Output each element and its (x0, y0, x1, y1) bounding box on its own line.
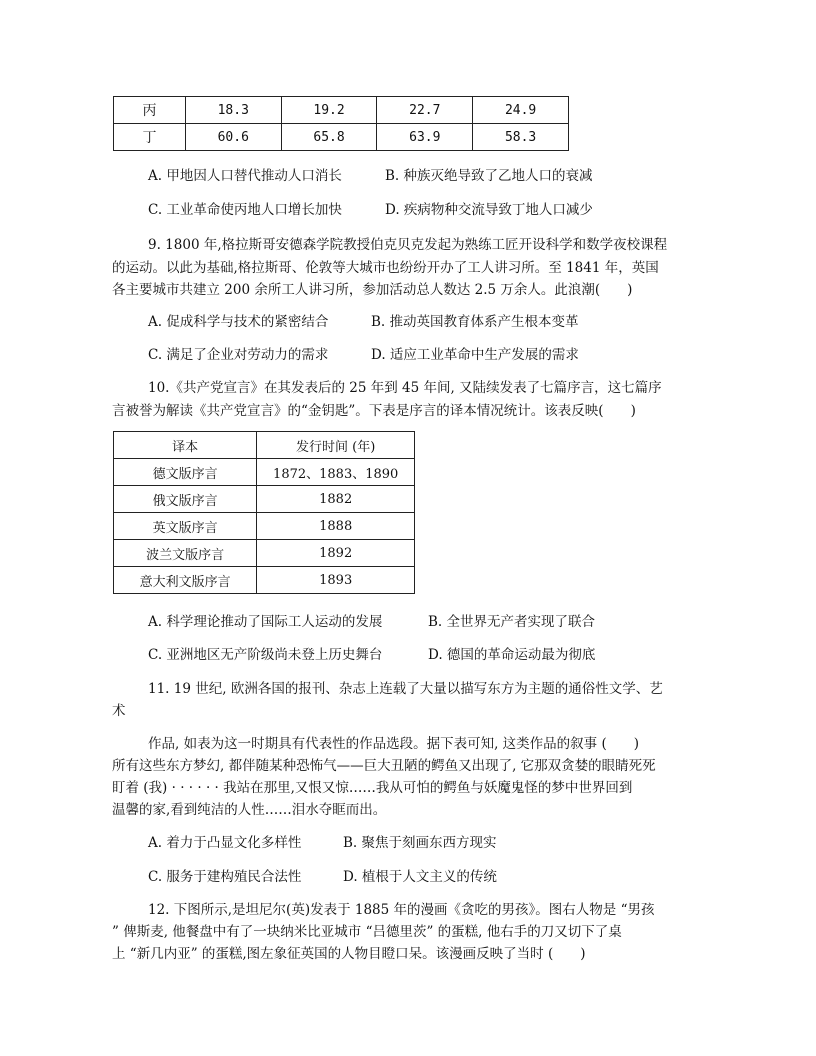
q8-option-b[interactable]: B. 种族灭绝导致了乙地人口的衰减 (385, 168, 593, 184)
table-header-row (114, 432, 415, 459)
column-header: 译本 (114, 432, 257, 459)
table-row (114, 124, 569, 151)
table-cell: 1892 (257, 540, 415, 567)
table-cell: 1893 (257, 567, 415, 594)
q8-option-a[interactable]: A. 甲地因人口替代推动人口消长 (148, 168, 342, 184)
q9-option-c[interactable]: C. 满足了企业对劳动力的需求 (148, 347, 329, 363)
table-cell: 意大利文版序言 (114, 567, 257, 594)
q11-stem-line: 11. 19 世纪, 欧洲各国的报刊、杂志上连载了大量以描写东方为主题的通俗性文学、艺 (148, 681, 663, 697)
table-cell: 1872、1883、1890 (257, 459, 415, 486)
table-cell: 俄文版序言 (114, 486, 257, 513)
q10-option-b[interactable]: B. 全世界无产者实现了联合 (428, 614, 596, 630)
table-cell: 22.7 (377, 97, 473, 124)
table-row (114, 540, 415, 567)
table-row (114, 513, 415, 540)
q11-option-c[interactable]: C. 服务于建构殖民合法性 (148, 869, 302, 885)
q11-passage-line: 温馨的家,看到纯洁的人性……泪水夺眶而出。 (112, 802, 387, 818)
q11-option-b[interactable]: B. 聚焦于刻画东西方现实 (343, 835, 497, 851)
q10-stem-line: 言被誉为解读《共产党宣言》的“金钥匙”。下表是序言的译本情况统计。该表反映( ) (112, 403, 636, 419)
q10-option-a[interactable]: A. 科学理论推动了国际工人运动的发展 (148, 614, 383, 630)
table-row (114, 97, 569, 124)
table-cell: 波兰文版序言 (114, 540, 257, 567)
preface-table (113, 431, 415, 594)
population-table (113, 96, 569, 151)
table-cell: 19.2 (281, 97, 377, 124)
q9-stem-line: 的运动。以此为基础,格拉斯哥、伦敦等大城市也纷纷开办了工人讲习所。至 1841 年，英国 (112, 260, 659, 276)
table-cell: 18.3 (185, 97, 281, 124)
table-cell: 1888 (257, 513, 415, 540)
table-cell: 德文版序言 (114, 459, 257, 486)
q9-stem-line: 各主要城市共建立 200 余所工人讲习所，参加活动总人数达 2.5 万余人。此浪潮( ) (112, 282, 633, 298)
q8-option-c[interactable]: C. 工业革命使丙地人口增长加快 (148, 202, 342, 218)
table-row (114, 486, 415, 513)
q8-option-d[interactable]: D. 疾病物种交流导致丁地人口减少 (385, 202, 593, 218)
table-cell: 英文版序言 (114, 513, 257, 540)
q11-option-d[interactable]: D. 植根于人文主义的传统 (343, 869, 497, 885)
table-cell: 58.3 (473, 124, 569, 151)
table-cell: 1882 (257, 486, 415, 513)
column-header: 发行时间 (年) (257, 432, 415, 459)
table-row (114, 459, 415, 486)
q9-option-d[interactable]: D. 适应工业革命中生产发展的需求 (371, 347, 579, 363)
q11-stem-line: 作品, 如表为这一时期具有代表性的作品选段。据下表可知, 这类作品的叙事 ( ) (148, 736, 639, 752)
q12-stem-line: ” 俾斯麦, 他餐盘中有了一块纳米比亚城市 “吕德里茨” 的蛋糕, 他右手的刀又切下了桌 (112, 924, 622, 940)
q11-option-a[interactable]: A. 着力于凸显文化多样性 (148, 835, 302, 851)
table-cell: 63.9 (377, 124, 473, 151)
table-cell: 65.8 (281, 124, 377, 151)
q11-stem-line: 术 (112, 703, 126, 719)
q12-stem-line: 上 “新几内亚” 的蛋糕,图左象征英国的人物目瞪口呆。该漫画反映了当时 ( ) (112, 946, 586, 962)
row-label: 丙 (114, 97, 186, 124)
q9-option-a[interactable]: A. 促成科学与技术的紧密结合 (148, 314, 329, 330)
q10-stem-line: 10.《共产党宣言》在其发表后的 25 年到 45 年间, 又陆续发表了七篇序言，这七篇序 (148, 380, 662, 396)
q9-option-b[interactable]: B. 推动英国教育体系产生根本变革 (371, 314, 579, 330)
q10-option-c[interactable]: C. 亚洲地区无产阶级尚未登上历史舞台 (148, 647, 383, 663)
row-label: 丁 (114, 124, 186, 151)
table-cell: 24.9 (473, 97, 569, 124)
table-cell: 60.6 (185, 124, 281, 151)
q12-stem-line: 12. 下图所示,是坦尼尔(英)发表于 1885 年的漫画《贪吃的男孩》。图右人物是 “男孩 (148, 902, 655, 918)
table-row (114, 567, 415, 594)
q9-stem-line: 9. 1800 年,格拉斯哥安德森学院教授伯克贝克发起为熟练工匠开设科学和数学夜校课程 (148, 237, 668, 253)
q10-option-d[interactable]: D. 德国的革命运动最为彻底 (428, 647, 596, 663)
q11-passage-line: 所有这些东方梦幻, 都伴随某种恐怖气——巨大丑陋的鳄鱼又出现了, 它那双贪婪的眼睛死死 (112, 758, 656, 774)
q11-passage-line: 盯着 (我) · · · · · · 我站在那里,又恨又惊……我从可怕的鳄鱼与妖魔鬼怪的梦中世界回到 (112, 780, 633, 796)
